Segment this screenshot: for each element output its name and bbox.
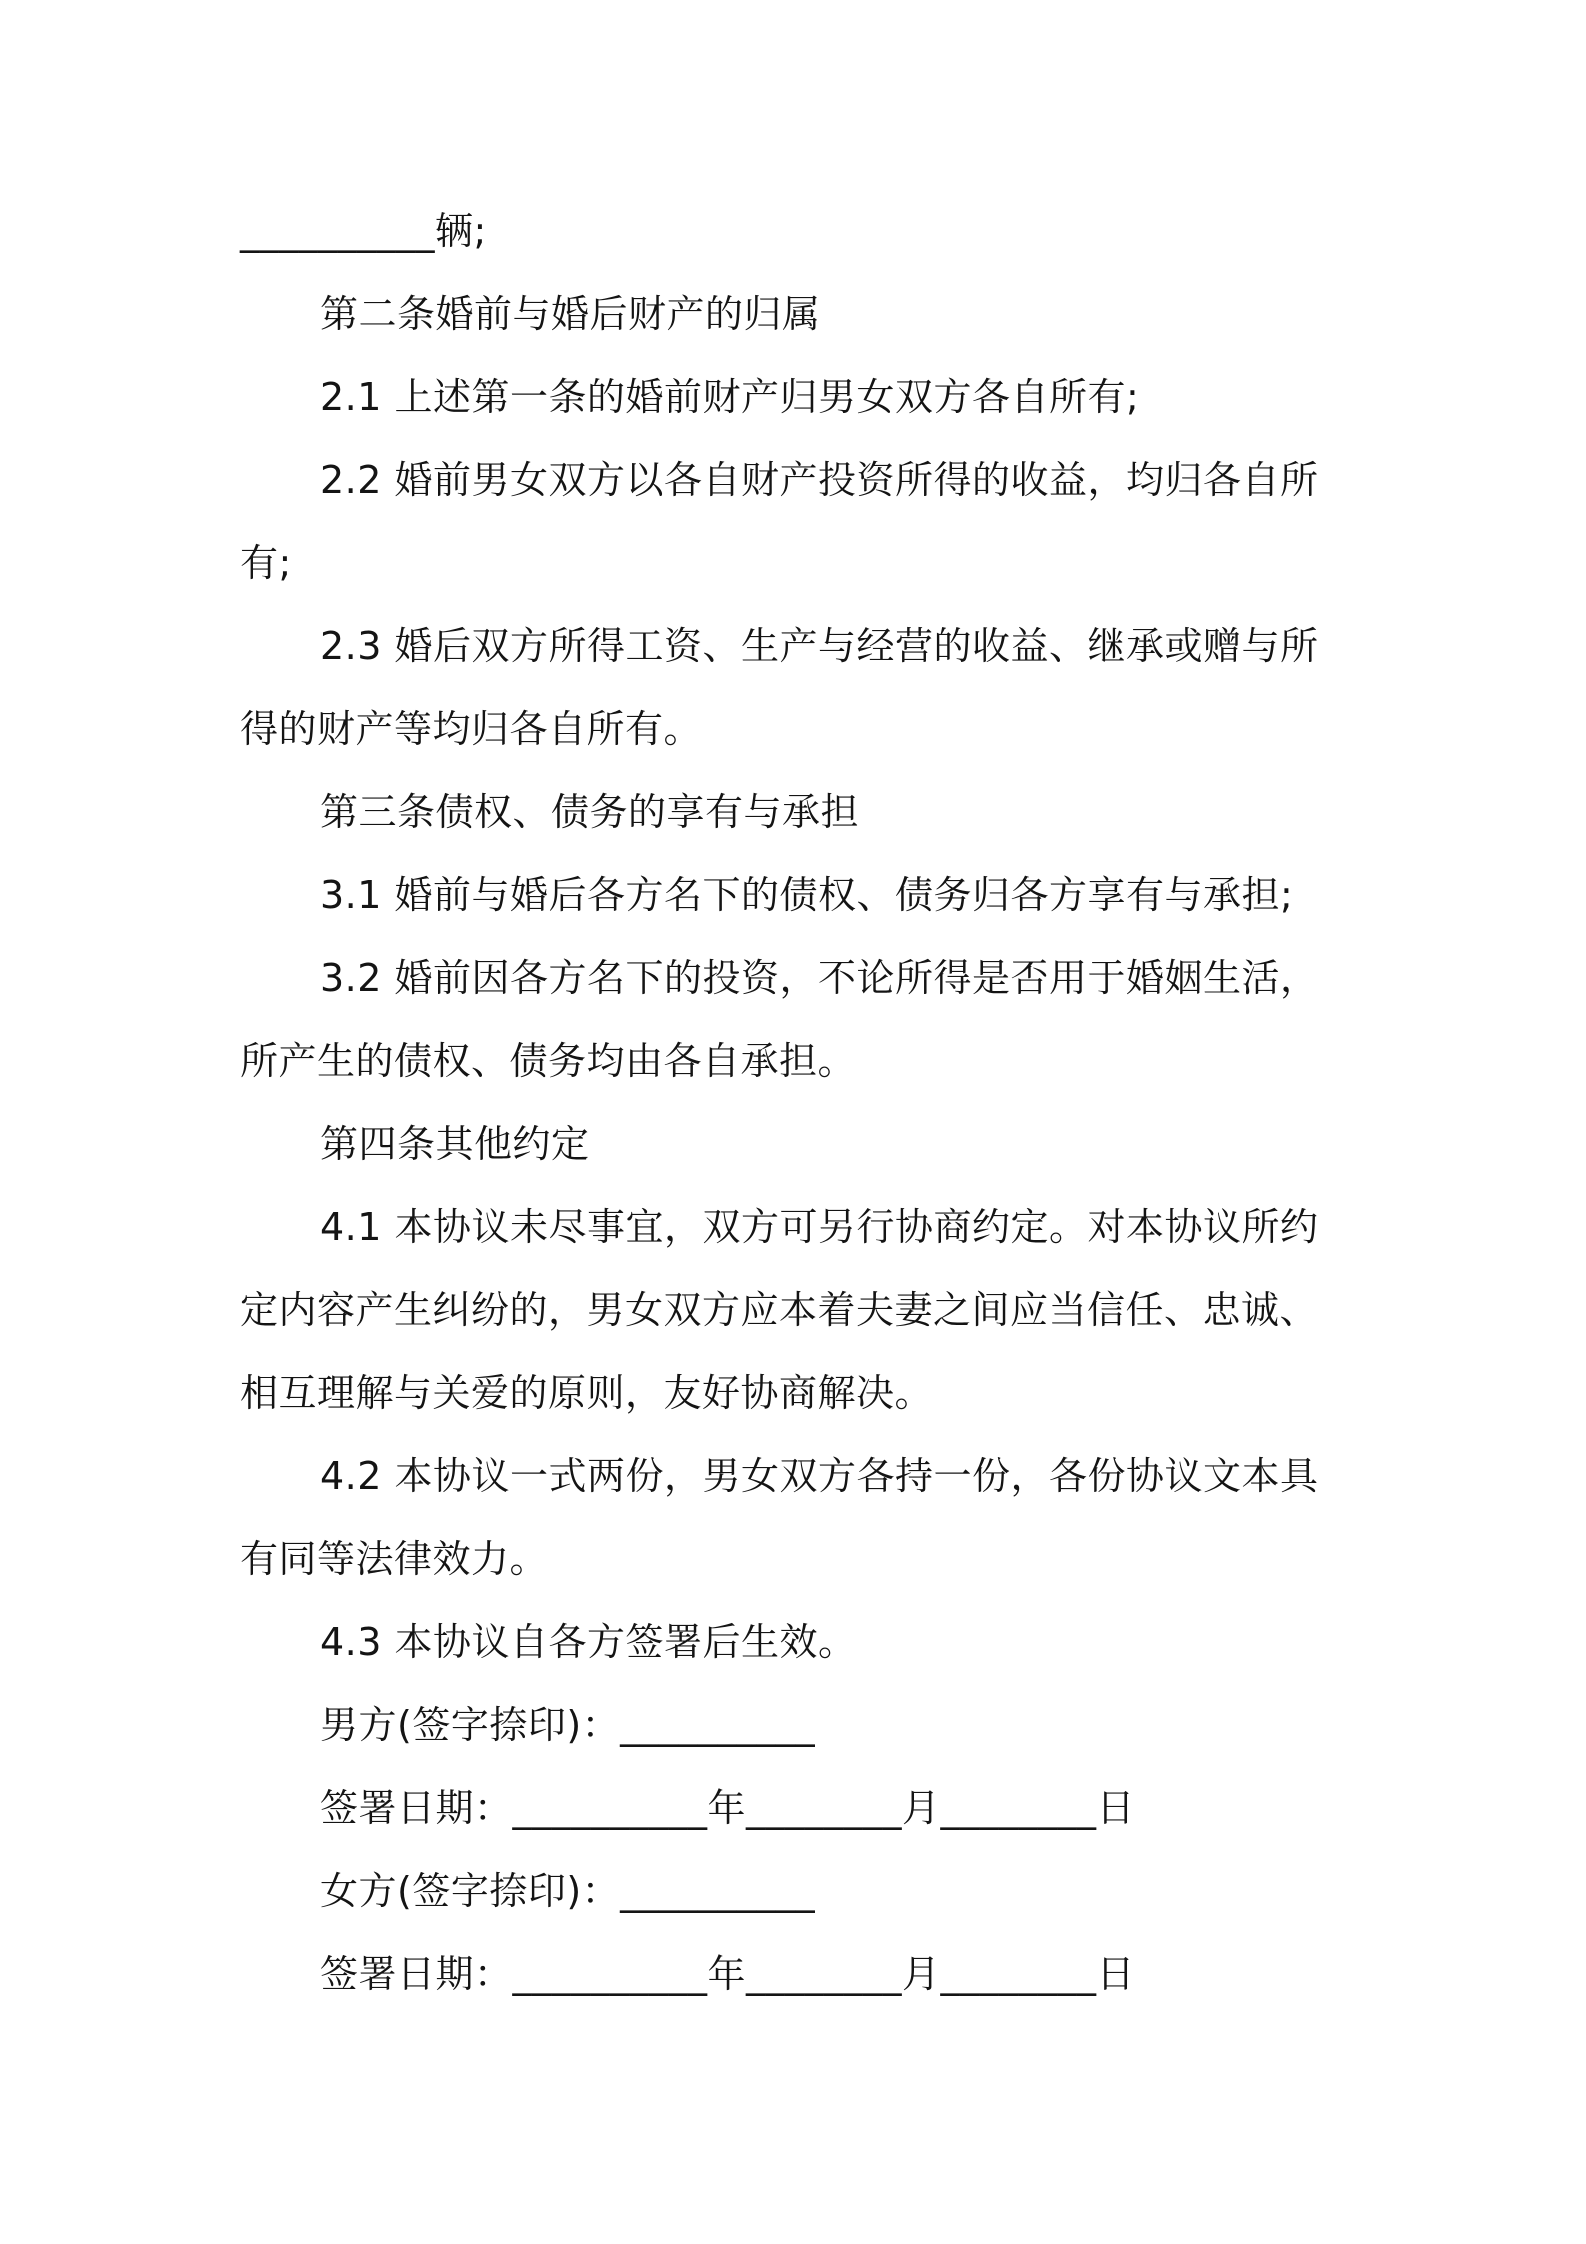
clause-2-3-line-1: 2.3 婚后双方所得工资、生产与经营的收益、继承或赠与所 [320, 624, 1319, 668]
male-sign-date-line: 签署日期：__________年________月________日 [320, 1786, 1136, 1830]
clause-4-2-line-1: 4.2 本协议一式两份，男女双方各持一份，各份协议文本具 [320, 1454, 1319, 1498]
clause-2-3-line-2: 得的财产等均归各自所有。 [240, 707, 703, 751]
clause-4-1-line-2: 定内容产生纠纷的，男女双方应本着夫妻之间应当信任、忠诚、 [240, 1288, 1319, 1332]
clause-2-1: 2.1 上述第一条的婚前财产归男女双方各自所有; [320, 375, 1140, 419]
clause-3-2-line-2: 所产生的债权、债务均由各自承担。 [240, 1039, 857, 1083]
clause-4-2-line-2: 有同等法律效力。 [240, 1537, 549, 1581]
article-2-heading: 第二条婚前与婚后财产的归属 [320, 292, 821, 336]
clause-2-2-line-1: 2.2 婚前男女双方以各自财产投资所得的收益，均归各自所 [320, 458, 1319, 502]
clause-4-1-line-1: 4.1 本协议未尽事宜，双方可另行协商约定。对本协议所约 [320, 1205, 1319, 1249]
female-sign-date-line: 签署日期：__________年________月________日 [320, 1952, 1136, 1996]
clause-4-1-line-3: 相互理解与关爱的原则，友好协商解决。 [240, 1371, 934, 1415]
clause-3-1: 3.1 婚前与婚后各方名下的债权、债务归各方享有与承担; [320, 873, 1294, 917]
article-3-heading: 第三条债权、债务的享有与承担 [320, 790, 860, 834]
article-4-heading: 第四条其他约定 [320, 1122, 590, 1166]
clause-2-2-line-2: 有; [240, 541, 292, 585]
clause-4-3: 4.3 本协议自各方签署后生效。 [320, 1620, 857, 1664]
clause-3-2-line-1: 3.2 婚前因各方名下的投资，不论所得是否用于婚姻生活， [320, 956, 1319, 1000]
female-signature-line: 女方(签字捺印)：__________ [320, 1869, 816, 1913]
male-signature-line: 男方(签字捺印)：__________ [320, 1703, 816, 1747]
vehicle-count-line: __________辆; [240, 209, 487, 253]
